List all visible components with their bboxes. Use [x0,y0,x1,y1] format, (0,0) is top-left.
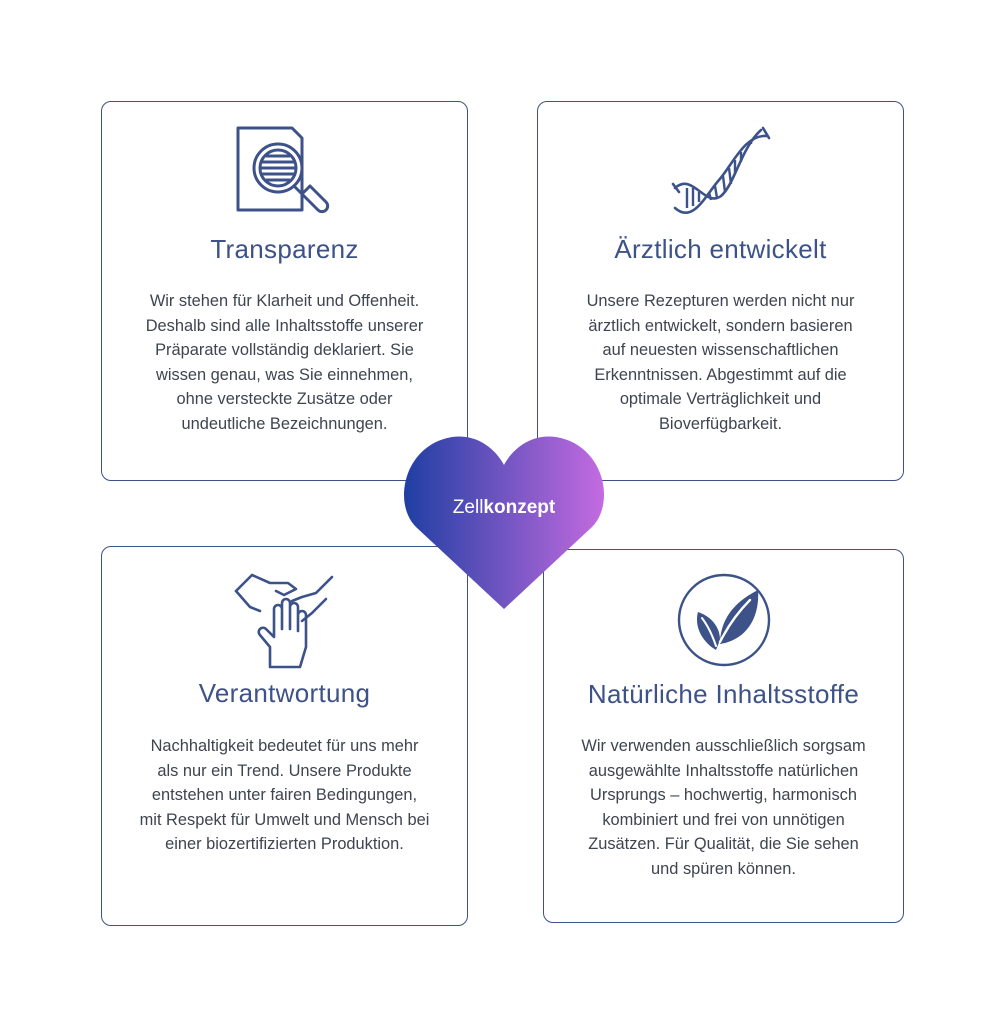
text-line: einer biozertifizierten Produktion. [165,835,404,854]
text-line: entstehen unter fairen Bedingungen, [151,786,418,805]
text-line: Deshalb sind alle Inhaltsstoffe unserer [145,316,424,335]
text-line: Nachhaltigkeit bedeutet für uns mehr [150,737,419,755]
text-line: als nur ein Trend. Unsere Produkte [157,761,412,780]
card-title: Ärztlich entwickelt [614,234,827,264]
text-line: ausgewählte Inhaltsstoffe natürlichen [588,761,859,780]
text-line: Erkenntnissen. Abgestimmt auf die [594,365,847,384]
brand-bold: konzept [483,497,556,518]
text-line: wissen genau, was Sie einnehmen, [156,365,413,384]
card-title: Transparenz [210,234,359,264]
card-transparenz [101,101,468,481]
leaves-icon [676,572,772,668]
card-text [110,734,459,857]
text-line: auf neuesten wissenschaftlichen [602,341,839,360]
text-line: optimale Verträglichkeit und [619,390,822,409]
document-magnifier-icon [230,124,340,224]
hands-together-icon [230,569,340,669]
card-text [552,734,895,882]
text-line: Unsere Rezepturen werden nicht nur [586,292,855,310]
brand-prefix: Zell [452,497,484,518]
card-text [546,289,895,437]
text-line: mit Respekt für Umwelt und Mensch bei [139,810,430,829]
dna-icon [671,126,771,222]
text-line: ohne versteckte Zusätze oder [176,390,393,409]
card-title: Verantwortung [198,678,371,708]
text-line: kombiniert und frei von unnötigen [602,810,845,829]
brand-logo [400,497,608,519]
text-line: Zusätzen. Für Qualität, die Sie sehen [588,835,859,854]
text-line: Präparate vollständig deklariert. Sie [155,341,414,360]
card-text [110,289,459,437]
card-aerztlich-entwickelt [537,101,904,481]
card-title: Natürliche Inhaltsstoffe [587,679,860,709]
text-line: undeutliche Bezeichnungen. [181,414,388,433]
text-line: Wir stehen für Klarheit und Offenheit. [149,292,420,310]
text-line: ärztlich entwickelt, sondern basieren [588,316,853,335]
text-line: Bioverfügbarkeit. [659,414,782,433]
text-line: Wir verwenden ausschließlich sorgsam [581,737,866,755]
text-line: Ursprungs – hochwertig, harmonisch [590,786,857,805]
text-line: und spüren können. [651,859,796,878]
heart-icon [400,431,608,611]
